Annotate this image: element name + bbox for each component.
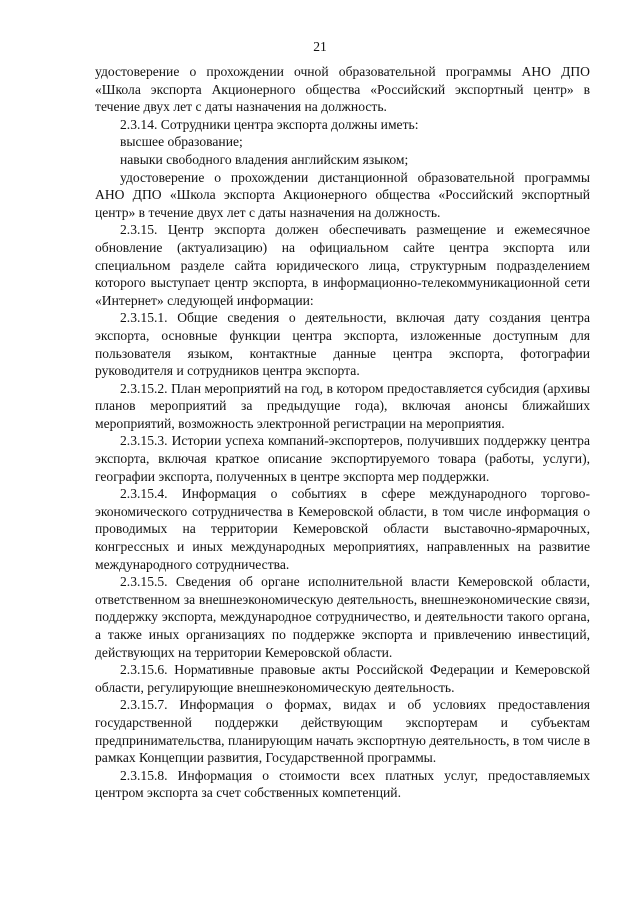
paragraph: 2.3.15.7. Информация о формах, видах и об условиях предоставления государственной поддержки действующим экспортерам и субъектам предпринимательства, планирующим начать экспортную деятельность, в том числе в рамках Концепции развития, Государственной программы.	[95, 697, 590, 766]
paragraph: 2.3.15.6. Нормативные правовые акты Российской Федерации и Кемеровской области, регулирующие внешнеэкономическую деятельность.	[95, 662, 590, 695]
paragraph: 2.3.15.8. Информация о стоимости всех платных услуг, предоставляемых центром экспорта за счет собственных компетенций.	[95, 767, 590, 801]
paragraph: 2.3.15.5. Сведения об органе исполнительной власти Кемеровской области, ответственном за внешнеэкономическую деятельность, внешнеэкономические связи, поддержку экспорта, международное сотрудничество, и деятельности такого органа, а также иных организациях по поддержке экспорта и привлечению инвестиций, действующих на территории Кемеровской области.	[95, 574, 590, 660]
paragraph: 2.3.15.1. Общие сведения о деятельности, включая дату создания центра экспорта, основные функции центра экспорта, изложенные доступным для пользователя языком, контактные данные центра экспорта, фотографии руководителя и сотрудников центра экспорта.	[95, 310, 590, 379]
paragraph: 2.3.14. Сотрудники центра экспорта должны иметь:	[120, 116, 419, 132]
document-body	[95, 63, 590, 802]
paragraph: высшее образование;	[120, 134, 243, 150]
paragraph: 2.3.15.4. Информация о событиях в сфере международного торгово-экономического сотрудничества в Кемеровской области, в том числе информация о проводимых на территории Кемеровской области выставочно-ярмарочных, конгрессных и иных международных мероприятиях, направленных на развитие международного сотрудничества.	[95, 486, 590, 572]
paragraph: удостоверение о прохождении очной образовательной программы АНО ДПО «Школа экспорта Акционерного общества «Российский экспортный центр» в течение двух лет с даты назначения на должность.	[95, 64, 590, 115]
paragraph: 2.3.15.3. Истории успеха компаний-экспортеров, получивших поддержку центра экспорта, включая краткое описание экспортируемого товара (работы, услуги), географии экспорта, полученных в центре экспорта мер поддержки.	[95, 433, 590, 484]
page-number: 21	[313, 39, 327, 54]
paragraph: навыки свободного владения английским языком;	[120, 151, 409, 167]
paragraph: удостоверение о прохождении дистанционной образовательной программы АНО ДПО «Школа экспорта Акционерного общества «Российский экспортный центр» в течение двух лет с даты назначения на должность.	[95, 169, 590, 220]
paragraph: 2.3.15. Центр экспорта должен обеспечивать размещение и ежемесячное обновление (актуализацию) на официальном сайте центра экспорта или специальном разделе сайта юридического лица, структурным подразделением которого выступает центр экспорта, в информационно-телекоммуникационной сети «Интернет» следующей информации:	[95, 222, 590, 308]
paragraph: 2.3.15.2. План мероприятий на год, в котором предоставляется субсидия (архивы планов мероприятий за предыдущие года), включая анонсы ближайших мероприятий, возможность электронной регистрации на мероприятия.	[95, 380, 590, 431]
